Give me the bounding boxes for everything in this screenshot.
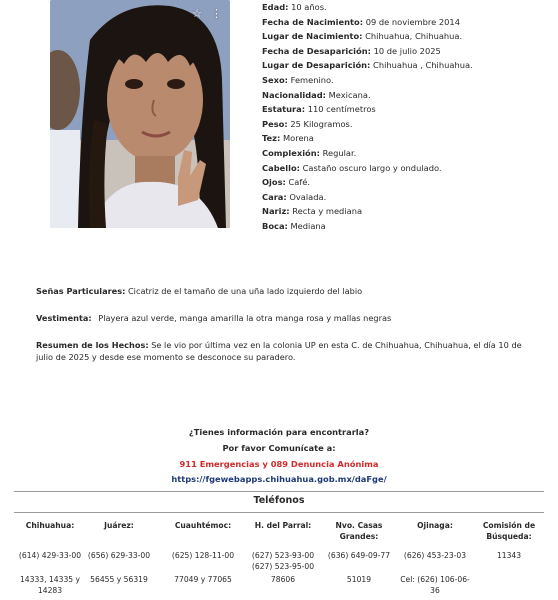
detail-row: Cabello: Castaño oscuro largo y ondulado. [262,162,442,173]
phone-column: Juárez: (656) 629-33-00 56455 y 56319 [87,521,151,584]
detail-row: Fecha de Desaparición: 10 de julio 2025 [262,45,441,56]
star-icon[interactable]: ☆ [192,7,202,20]
phone-column: Ojinaga: (626) 453-23-03 Cel: (626) 106-06-36 [400,521,470,595]
detail-row: Sexo: Femenino. [262,74,334,85]
detail-row: Lugar de Desaparición: Chihuahua , Chihuahua. [262,60,473,71]
girl-portrait-image [50,0,230,228]
emergency-numbers: 911 Emergencias y 089 Denuncia Anónima [179,458,379,469]
detail-row: Estatura: 110 centímetros [262,104,376,115]
detail-row: Lugar de Nacimiento: Chihuahua, Chihuahua. [262,31,463,42]
detail-row: Complexión: Regular. [262,147,357,158]
detail-row: Edad: 10 años. [262,2,327,12]
phone-column: Cuauhtémoc: (625) 128-11-00 77049 y 77065 [171,521,235,584]
contact-question: ¿Tienes información para encontrarla? [188,427,370,437]
phones-title: Teléfonos [253,495,305,506]
divider [14,491,544,492]
detail-row: Peso: 25 Kilogramos. [262,118,353,129]
phone-column: Nvo. Casas Grandes: (636) 649-09-77 51019 [327,521,391,584]
detail-row: Boca: Mediana [262,220,326,231]
detail-row: Tez: Morena [262,133,314,144]
divider [14,512,544,513]
detail-row: Cara: Ovalada. [262,191,327,202]
phone-column: Chihuahua: (614) 429-33-00 14333, 14335 y 14283 [18,521,82,595]
resumen-hechos: Resumen de los Hechos: Se le vio por última vez en la colonia UP en esta C. de Chihuahua, Chihuahua, el día 10 de julio de 2025 y desde ese momento se desconoce su paradero. [36,340,522,362]
report-link[interactable]: https://fgewebapps.chihuahua.gob.mx/daFge/ [171,474,387,485]
phone-column: Comisión de Búsqueda: 11343 [482,521,536,560]
detail-row: Nariz: Recta y mediana [262,206,363,217]
detail-row: Ojos: Café. [262,177,311,188]
senas-particulares: Señas Particulares: Cicatriz de el tamaño de una uña lado izquierdo del labio [36,286,363,296]
contact-info [0,425,558,488]
detail-row: Fecha de Nacimiento: 09 de noviembre 2014 [262,16,460,27]
phone-column: H. del Parral: (627) 523-93-00 (627) 523-95-00 78606 [251,521,315,584]
vestimenta: Vestimenta: Playera azul verde, manga amarilla la otra manga rosa y mallas negras [36,313,392,323]
more-vertical-icon[interactable]: ⋮ [211,7,222,20]
missing-person-photo [50,0,230,228]
contact-call: Por favor Comunícate a: [222,442,336,453]
personal-details [262,0,473,234]
detail-row: Nacionalidad: Mexicana. [262,89,371,100]
